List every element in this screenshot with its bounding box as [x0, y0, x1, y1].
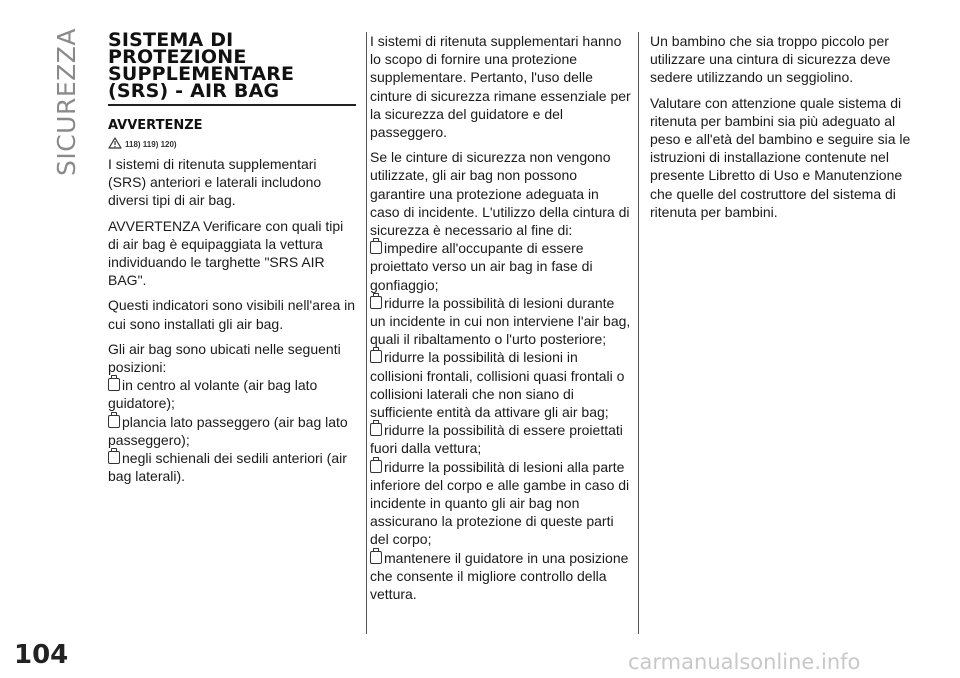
airbag-positions-list: [108, 376, 356, 485]
paragraph: Gli air bag sono ubicati nelle seguenti posizioni:: [108, 340, 341, 376]
list-item-text: impedire all'occupante di essere proiettato verso un air bag in fase di gonfiaggio;: [370, 240, 593, 293]
paragraph: Questi indicatori sono visibili nell'area in cui sono installati gli air bag.: [108, 297, 356, 332]
paragraph: Un bambino che sia troppo piccolo per utilizzare una cintura di sicurezza deve sedere utilizzando un seggiolino.: [650, 33, 891, 86]
section-title-line: PROTEZIONE: [108, 46, 247, 68]
warning-triangle-icon: [108, 137, 122, 149]
column-divider-1: [366, 32, 367, 634]
list-item: [108, 449, 356, 485]
bullet-icon: [370, 296, 382, 309]
list-item-text: plancia lato passeggero (air bag lato passeggero);: [108, 413, 348, 448]
section-title-line: SISTEMA DI: [108, 29, 234, 51]
section-tab-label: SICUREZZA: [52, 28, 81, 177]
list-item: [370, 239, 632, 294]
warnings-heading: AVVERTENZE: [108, 118, 203, 133]
list-item: [370, 458, 632, 549]
section-tab: [52, 28, 82, 177]
bullet-icon: [370, 551, 382, 564]
bullet-icon: [370, 350, 382, 363]
list-item: [108, 413, 356, 449]
bullet-icon: [370, 241, 382, 254]
warning-references: [108, 137, 356, 149]
paragraph: Valutare con attenzione quale sistema di ritenuta per bambini sia più adeguato al peso e all'età del bambino e seguire sia le istruzioni di installazione contenute nel presente Libretto di Uso e Manutenzione che quelle del costruttore del sistema di ritenuta per bambini.: [650, 94, 911, 220]
list-item-text: in centro al volante (air bag lato guidatore);: [108, 377, 318, 412]
list-item-text: ridurre la possibilità di lesioni durante un incidente in cui non interviene l'air bag, quali il ribaltamento o l'urto posteriore;: [370, 294, 631, 348]
column-1: [108, 29, 356, 492]
list-item: [370, 294, 632, 349]
paragraph: Se le cinture di sicurezza non vengono utilizzate, gli air bag non possono garantire una protezione adeguata in caso di incidente. L'utilizzo della cintura di sicurezza è necessario al fine di:: [370, 149, 630, 239]
paragraph: AVVERTENZA Verificare con quali tipi di air bag è equipaggiata la vettura individuando le targhette "SRS AIR BAG".: [108, 217, 344, 289]
paragraph: I sistemi di ritenuta supplementari (SRS) anteriori e laterali includono diversi tipi di air bag.: [108, 156, 322, 209]
page-number: 104: [14, 640, 69, 670]
section-title: [108, 29, 356, 106]
list-item-text: ridurre la possibilità di lesioni alla parte inferiore del corpo e alle gambe in caso di incidente in quanto gli air bag non assicurano la protezione di queste parti del corpo;: [370, 458, 630, 548]
bullet-icon: [108, 378, 120, 391]
list-item-text: ridurre la possibilità di essere proiettati fuori dalla vettura;: [370, 422, 623, 457]
list-item-text: mantenere il guidatore in una posizione che consente il migliore controllo della vettura.: [370, 549, 629, 603]
watermark: carmanualsonline.info: [628, 650, 861, 674]
bullet-icon: [370, 460, 382, 473]
list-item: [108, 376, 356, 412]
bullet-icon: [108, 451, 120, 464]
section-title-line: SUPPLEMENTARE: [108, 63, 295, 85]
list-item-text: ridurre la possibilità di lesioni in collisioni frontali, collisioni quasi frontali o collisioni laterali che non siano di sufficiente entità da attivare gli air bag;: [370, 349, 625, 421]
warning-ref-numbers: 118) 119) 120): [125, 140, 177, 149]
list-item: [370, 421, 632, 457]
column-divider-2: [638, 32, 639, 634]
section-title-line: (SRS) - AIR BAG: [108, 80, 280, 102]
list-item-text: negli schienali dei sedili anteriori (air bag laterali).: [108, 450, 347, 485]
list-item: [370, 348, 632, 421]
column-2: [370, 32, 632, 610]
bullet-icon: [370, 423, 382, 436]
bullet-icon: [108, 415, 120, 428]
list-item: [370, 549, 632, 604]
seatbelt-purpose-list: [370, 239, 632, 603]
paragraph: I sistemi di ritenuta supplementari hanno lo scopo di fornire una protezione supplementare. Pertanto, l'uso delle cinture di sicurezza rimane essenziale per la sicurezza del guidatore e del passeggero.: [370, 33, 631, 141]
column-3: [650, 32, 912, 228]
